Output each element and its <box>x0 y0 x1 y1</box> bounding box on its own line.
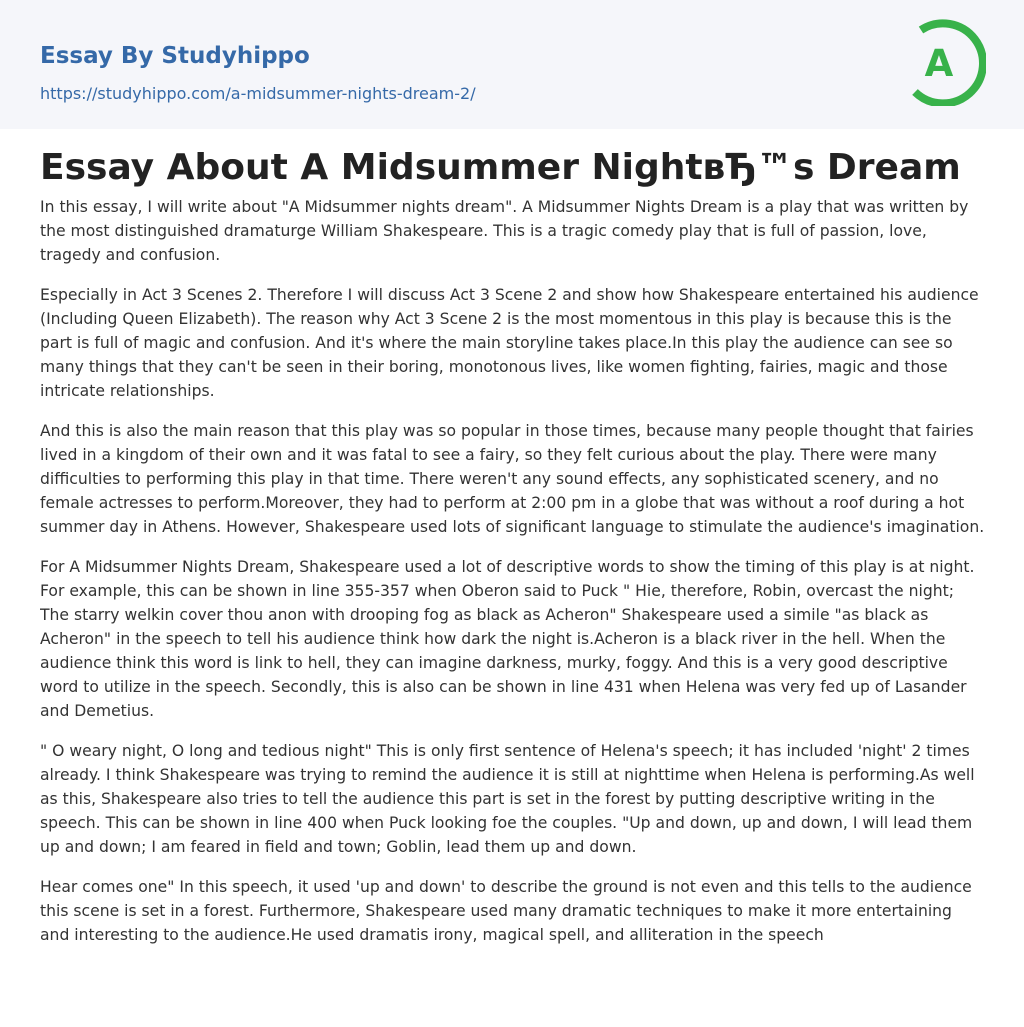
essay-paragraph: For A Midsummer Nights Dream, Shakespeare used a lot of descriptive words to show the timing of this play is at night. For example, this can be shown in line 355-357 when Oberon said to Puck " Hie, therefore, Robin, overcast the night; The starry welkin cover thou anon with drooping fog as black as Acheron" Shakespeare used a simile "as black as Acheron" in the speech to tell his audience think how dark the night is.Acheron is a black river in the hell. When the audience think this word is link to hell, they can imagine darkness, murky, foggy. And this is a very good descriptive word to utilize in the speech. Secondly, this is also can be shown in line 431 when Helena was very fed up of Lasander and Demetius. <box>40 558 975 720</box>
site-title[interactable]: Essay By Studyhippo <box>40 43 310 69</box>
essay-paragraph: Especially in Act 3 Scenes 2. Therefore I will discuss Act 3 Scene 2 and show how Shakespeare entertained his audience (Including Queen Elizabeth). The reason why Act 3 Scene 2 is the most momentous in this play is because this is the part is full of magic and confusion. And it's where the main storyline takes place.In this play the audience can see so many things that they can't be seen in their boring, monotonous lives, like women fighting, fairies, magic and those intricate relationships. <box>40 286 979 400</box>
essay-paragraph: Hear comes one" In this speech, it used 'up and down' to describe the ground is not even and this tells to the audience this scene is set in a forest. Furthermore, Shakespeare used many dramatic techniques to make it more entertaining and interesting to the audience.He used dramatis irony, magical spell, and alliteration in the speech <box>40 878 972 944</box>
essay-paragraph: " O weary night, O long and tedious night" This is only first sentence of Helena's speech; it has included 'night' 2 times already. I think Shakespeare was trying to remind the audience it is still at nighttime when Helena is performing.As well as this, Shakespeare also tries to tell the audience this part is set in the forest by putting descriptive writing in the speech. This can be shown in line 400 when Puck looking foe the couples. "Up and down, up and down, I will lead them up and down; I am feared in field and town; Goblin, lead them up and down. <box>40 742 975 856</box>
essay-body <box>40 195 986 971</box>
essay-paragraph: In this essay, I will write about "A Midsummer nights dream". A Midsummer Nights Dream is a play that was written by the most distinguished dramaturge William Shakespeare. This is a tragic comedy play that is full of passion, love, tragedy and confusion. <box>40 198 969 264</box>
logo-letter: A <box>924 42 954 85</box>
essay-paragraph: And this is also the main reason that this play was so popular in those times, because many people thought that fairies lived in a kingdom of their own and it was fatal to see a fairy, so they felt curious about the play. There were many difficulties to performing this play in that time. There weren't any sound effects, any sophisticated scenery, and no female actresses to perform.Moreover, they had to perform at 2:00 pm in a globe that was without a roof during a hot summer day in Athens. However, Shakespeare used lots of significant language to stimulate the audience's imagination. <box>40 422 985 536</box>
site-header <box>0 0 1024 129</box>
source-url-link[interactable]: https://studyhippo.com/a-midsummer-nights-dream-2/ <box>40 84 476 103</box>
letter-a-circle-logo[interactable] <box>894 18 986 106</box>
essay-title: Essay About A Midsummer NightвЂ™s Dream <box>40 147 961 188</box>
